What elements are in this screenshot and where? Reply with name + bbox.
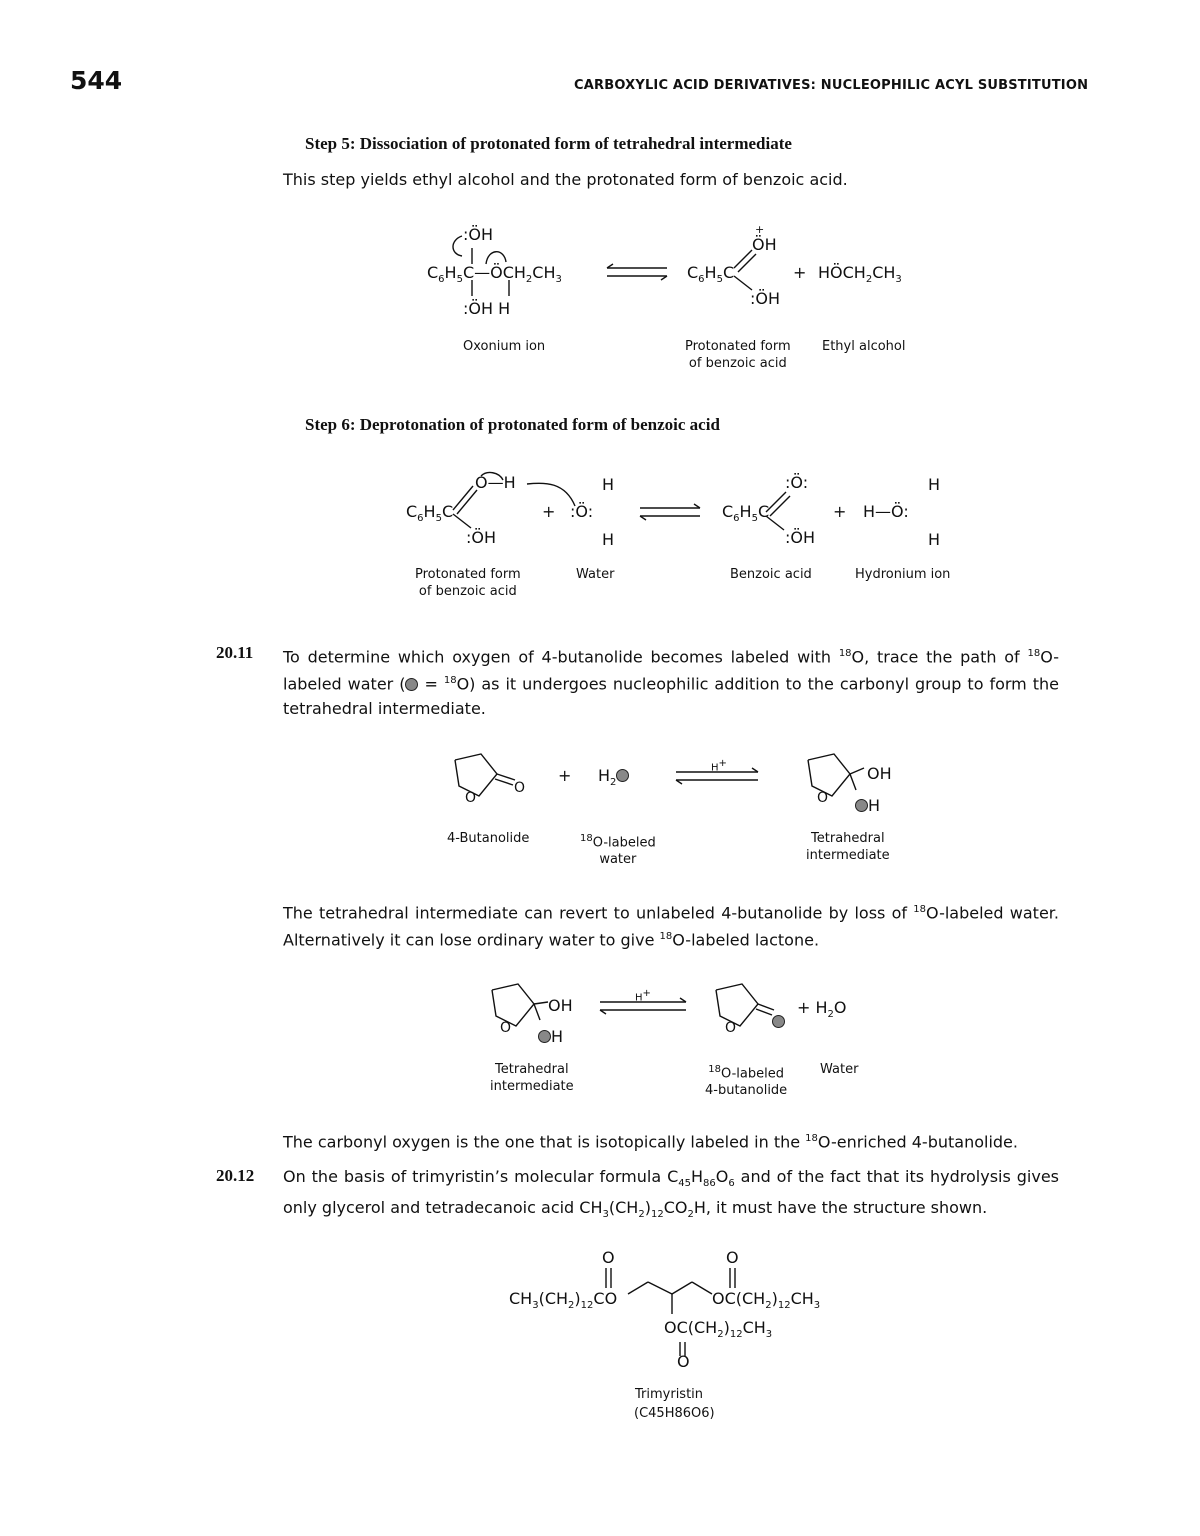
p2011-text: To determine which oxygen of 4-butanolide becomes labeled with $^{18}$O, trace the path of $^{18}$O-labeled water ( = $^{18}$O) as it undergoes nucleophilic addition to the carbonyl group to form the tetrahedral intermediate. xyxy=(283,647,1060,718)
oxygen-18-label-icon xyxy=(772,1015,785,1028)
trimyristin-formula: (C45H86O6) xyxy=(634,1406,715,1421)
p2011-text3: The carbonyl oxygen is the one that is isotopically labeled in the $^{18}$O-enriched 4-butanolide. xyxy=(283,1132,1018,1152)
equilibrium-arrow-icon xyxy=(605,264,669,280)
water-label: Water xyxy=(576,567,615,582)
protonated-label-2: of benzoic acid xyxy=(688,356,787,371)
step5-text: This step yields ethyl alcohol and the protonated form of benzoic acid. xyxy=(283,170,848,189)
p2011-text2: The tetrahedral intermediate can revert to unlabeled 4-butanolide by loss of $^{18}$O-labeled water. Alternatively it can lose ordinary water to give $^{18}$O-labeled lactone. xyxy=(283,903,1059,950)
running-title: CARBOXYLIC ACID DERIVATIVES: NUCLEOPHILIC ACYL SUBSTITUTION xyxy=(574,78,1089,93)
equilibrium-arrow-icon xyxy=(638,504,702,520)
curved-arrow-icon xyxy=(440,228,540,288)
oxonium-label: Oxonium ion xyxy=(463,339,546,354)
trimyristin-label: Trimyristin xyxy=(635,1387,704,1402)
page-number: 544 xyxy=(70,66,123,95)
problem-number-2011: 20.11 xyxy=(216,643,254,662)
protonated-label-1: Protonated form xyxy=(685,339,791,354)
benzoic-label: Benzoic acid xyxy=(730,567,812,582)
oxygen-18-label-icon xyxy=(855,799,868,812)
oxygen-18-label-icon xyxy=(538,1030,551,1043)
butanolide-label: 4-Butanolide xyxy=(447,831,530,846)
step5-heading: Step 5: Dissociation of protonated form of tetrahedral intermediate xyxy=(305,134,792,153)
ethyl-label: Ethyl alcohol xyxy=(822,339,906,354)
step6-protonated-1: Protonated form xyxy=(415,567,521,582)
equilibrium-arrow-icon xyxy=(674,768,760,784)
oxygen-18-label-icon xyxy=(405,678,418,691)
equilibrium-arrow-icon xyxy=(598,998,688,1014)
hydronium-label: Hydronium ion xyxy=(855,567,951,582)
oxygen-18-label-icon xyxy=(616,769,629,782)
step6-heading: Step 6: Deprotonation of protonated form of benzoic acid xyxy=(305,415,720,434)
p2012-text: On the basis of trimyristin’s molecular formula $C_{45}H_{86}O_6$ and of the fact that its hydrolysis gives only glycerol and tetradecanoic acid $CH_3(CH_2)_{12}CO_2H$, it must have the structure shown. xyxy=(283,1167,1059,1221)
step6-protonated-2: of benzoic acid xyxy=(418,584,517,599)
problem-number-2012: 20.12 xyxy=(216,1166,255,1185)
